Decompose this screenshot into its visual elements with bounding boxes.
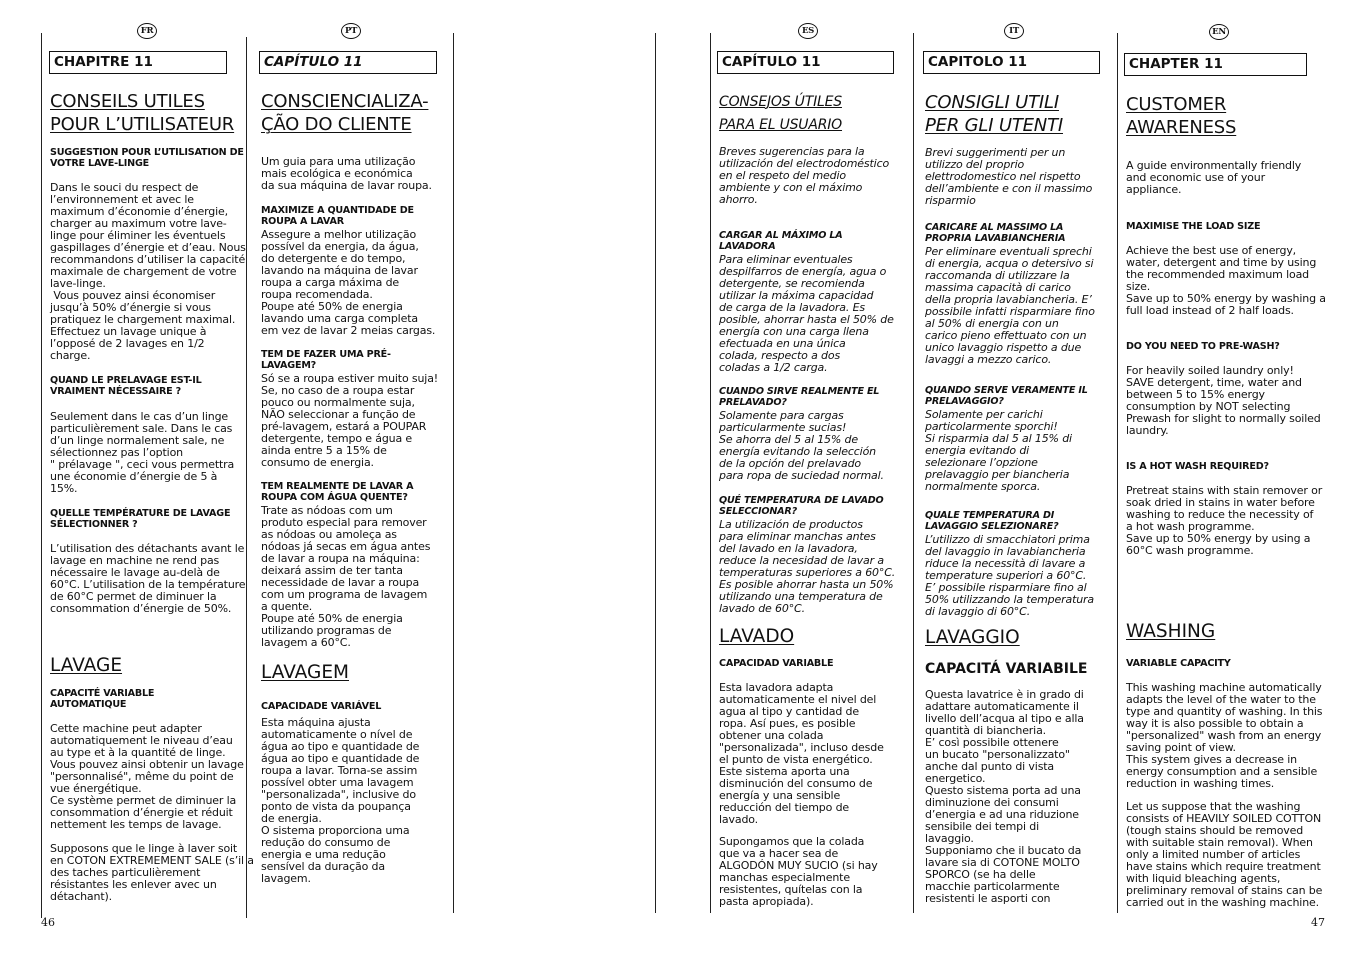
paragraph: A guide environmentally friendly and economic use of your appliance. xyxy=(1126,159,1302,196)
paragraph: Só se a roupa estiver muito suja! Se, no caso de a roupa estar pouco ou normalmente suja, NÃO seleccionar a função de pré-lavagem, estará a POUPAR detergente, tempo e água e ainda entre 5 a 15% de consumo de energia. xyxy=(261,372,439,469)
page-title: CONSIGLI UTILI PER GLI UTENTI xyxy=(925,92,1063,136)
section-heading: TEM REALMENTE DE LAVAR A ROUPA COM ÁGUA QUENTE? xyxy=(261,481,414,503)
paragraph: Questa lavatrice è in grado di adattare automaticamente il livello dell’acqua al tipo e alla quantità di biancheria. E’ così possibile ottenere un bucato "personalizzato" anche dal punto di vista energetico. Questo sistema porta ad una diminuzione dei consumi d’energia e ad una riduzione sensibile dei tempi di lavaggio. Supponiamo che il bucato da lavare sia di COTONE MOLTO SPORCO (se ha delle macchie particolarmente resistenti le asporti con xyxy=(925,688,1084,905)
paragraph: Breves sugerencias para la utilización del electrodoméstico en el respeto del medio ambiente y con el máximo ahorro. xyxy=(719,145,890,206)
paragraph: Trate as nódoas com um produto especial para remover as nódoas ou amoleça as nódoas já secas em água antes de lavar a roupa na máquina: deixará assim de ter tanta necessidade de lavar a roupa com um programa de lavagem a quente. Poupe até 50% de energia utilizando programas de lavagem a 60°C. xyxy=(261,504,431,649)
chapter-box: CHAPITRE 11 xyxy=(49,51,227,74)
page-subtitle: CONSEJOS ÚTILES xyxy=(719,94,842,110)
paragraph: This washing machine automatically adapts the level of the water to the type and quantity of washing. In this way it is also possible to obtain a "personalized" wash from an energy saving point of view. This system gives a decrease in energy consumption and a sensible reduction in washing times. xyxy=(1126,681,1323,790)
section-heading: CAPACIDAD VARIABLE xyxy=(719,658,834,669)
paragraph: Um guia para uma utilização mais ecológica e económica da sua máquina de lavar roupa. xyxy=(261,155,432,192)
section-title: LAVADO xyxy=(719,626,795,647)
paragraph: Dans le souci du respect de l’environnement et avec le maximum d’économie d’énergie, charger au maximum votre lave- linge pour éliminer les éventuels gaspillages d’énergie et d’eau. Nous recommandons d’utiliser la capacité maximale de chargement de votre lave-linge. Vous pouvez ainsi économiser jusqu’à 50% d’énergie si vous pratiquez le chargement maximal. Effectuez un lavage unique à l’opposé de 2 lavages en 1/2 charge. xyxy=(50,181,246,362)
chapter-box: CAPITOLO 11 xyxy=(923,51,1100,74)
paragraph: Brevi suggerimenti per un utilizzo del proprio elettrodomestico nel rispetto dell’ambiente e con il massimo risparmio xyxy=(925,146,1093,207)
paragraph: Seulement dans le cas d’un linge particulièrement sale. Dans le cas d’un linge normalement sale, ne sélectionnez pas l’option " prélavage ", ceci vous permettra une économie d’énergie de 5 à 15%. xyxy=(50,410,235,495)
language-badge-fr: FR xyxy=(137,23,157,39)
paragraph: L’utilisation des détachants avant le lavage en machine ne rend pas nécessaire le lavage au-delà de 60°C. L’utilisation de la température de 60°C permet de diminuer la consommation d’énergie de 50%. xyxy=(50,542,246,615)
section-title: LAVAGE xyxy=(50,655,123,676)
section-heading: DO YOU NEED TO PRE-WASH? xyxy=(1126,341,1280,352)
paragraph: Per eliminare eventuali sprechi di energia, acqua o detersivo si raccomanda di utilizzare la massima capacità di carico della propria lavabiancheria. E’ possibile infatti risparmiare fino al 50% di energia con un carico pieno effettuato con un unico lavaggio rispetto a due lavaggi a mezzo carico. xyxy=(925,245,1095,366)
section-heading: CARICARE AL MASSIMO LA PROPRIA LAVABIANCHERIA xyxy=(925,222,1066,244)
page-title: CONSEILS UTILES POUR L’UTILISATEUR xyxy=(50,91,235,135)
page-title: CONSCIENCIALIZA- ÇÃO DO CLIENTE xyxy=(261,91,429,135)
divider xyxy=(1117,33,1118,913)
chapter-box: CAPÍTULO 11 xyxy=(717,51,894,74)
paragraph: Solamente para cargas particularmente sucias! Se ahorra del 5 al 15% de energía evitando la selección de la opción del prelavado para ropa de suciedad normal. xyxy=(719,409,884,482)
section-title: LAVAGEM xyxy=(261,662,349,683)
section-heading: CAPACITÉ VARIABLE AUTOMATIQUE xyxy=(50,688,155,710)
section-title: WASHING xyxy=(1126,621,1216,642)
section-heading: IS A HOT WASH REQUIRED? xyxy=(1126,461,1269,472)
paragraph: Supongamos que la colada que va a hacer sea de ALGODÓN MUY SUCIO (si hay manchas especialmente resistentes, quítelas con la pasta apropiada). xyxy=(719,835,878,908)
section-heading: CAPACITÁ VARIABILE xyxy=(925,661,1088,677)
divider xyxy=(453,33,454,913)
paragraph: La utilización de productos para eliminar manchas antes del lavado en la lavadora, reduce la necesidad de lavar a temperaturas superiores a 60°C. Es posible ahorrar hasta un 50% utilizando una temperatura de lavado de 60°C. xyxy=(719,518,896,615)
divider xyxy=(655,33,656,913)
page-number: 47 xyxy=(1311,916,1325,929)
section-heading: QUELLE TEMPÉRATURE DE LAVAGE SÉLECTIONNER ? xyxy=(50,508,231,530)
paragraph: Esta lavadora adapta automaticamente el nivel del agua al tipo y cantidad de ropa. Así pues, es posible obtener una colada "personalizada", incluso desde el punto de vista energético. Este sistema aporta una disminución del consumo de energía y una sensible reducción del tiempo de lavado. xyxy=(719,681,884,826)
page-number: 46 xyxy=(41,916,55,929)
chapter-box: CAPÍTULO 11 xyxy=(259,51,437,74)
paragraph: Supposons que le linge à laver soit en COTON EXTREMEMENT SALE (s’il a des taches particulièrement résistantes les enlever avec un détachant). xyxy=(50,842,254,903)
divider xyxy=(913,33,914,913)
section-heading: CUANDO SIRVE REALMENTE EL PRELAVADO? xyxy=(719,386,880,408)
section-heading: QUAND LE PRELAVAGE EST-IL VRAIMENT NÉCESSAIRE ? xyxy=(50,375,202,397)
section-heading: VARIABLE CAPACITY xyxy=(1126,658,1231,669)
paragraph: Esta máquina ajusta automaticamente o nível de água ao tipo e quantidade de água ao tipo e quantidade de roupa a lavar. Torna-se assim possível obter uma lavagem "personalizada", inclusive do ponto de vista da poupança de energia. O sistema proporciona uma redução do consumo de energia e uma redução sensível da duração da lavagem. xyxy=(261,716,420,885)
section-heading: SUGGESTION POUR L’UTILISATION DE VOTRE LAVE-LINGE xyxy=(50,147,244,169)
section-heading: CAPACIDADE VARIÁVEL xyxy=(261,701,382,712)
divider xyxy=(41,33,42,918)
paragraph: Achieve the best use of energy, water, detergent and time by using the recommended maximum load size. Save up to 50% energy by washing a full load instead of 2 half loads. xyxy=(1126,244,1326,317)
section-heading: MAXIMIZE A QUANTIDADE DE ROUPA A LAVAR xyxy=(261,205,414,227)
divider xyxy=(710,33,711,913)
language-badge-pt: PT xyxy=(341,23,361,39)
paragraph: L’utilizzo di smacchiatori prima del lavaggio in lavabiancheria riduce la necessità di lavare a temperature superiori a 60°C. E’ possibile risparmiare fino al 50% utilizzando la temperatura di lavaggio di 60°C. xyxy=(925,533,1095,618)
paragraph: Cette machine peut adapter automatiquement le niveau d’eau au type et à la quantité de linge. Vous pouvez ainsi obtenir un lavage "personnalisé", même du point de vue énergétique. Ce système permet de diminuer la consommation d’énergie et réduit nettement les temps de lavage. xyxy=(50,722,244,831)
paragraph: Assegure a melhor utilização possível da energia, da água, do detergente e do tempo, lavando na máquina de lavar roupa a carga máxima de roupa recomendada. Poupe até 50% de energia lavando uma carga completa em vez de lavar 2 meias cargas. xyxy=(261,228,436,337)
section-heading: QUANDO SERVE VERAMENTE IL PRELAVAGGIO? xyxy=(925,385,1088,407)
paragraph: Para eliminar eventuales despilfarros de energía, agua o detergente, se recomienda utilizar la máxima capacidad de carga de la lavadora. Es posible, ahorrar hasta el 50% de energía con una carga llena efectuada en una única colada, respecto a dos coladas a 1/2 carga. xyxy=(719,253,894,374)
section-heading: QUÉ TEMPERATURA DE LAVADO SELECCIONAR? xyxy=(719,495,884,517)
section-heading: TEM DE FAZER UMA PRÉ- LAVAGEM? xyxy=(261,349,391,371)
page-subtitle: PARA EL USUARIO xyxy=(719,117,843,133)
divider xyxy=(246,37,247,918)
section-heading: MAXIMISE THE LOAD SIZE xyxy=(1126,221,1261,232)
language-badge-en: EN xyxy=(1209,24,1229,40)
paragraph: Let us suppose that the washing consists of HEAVILY SOILED COTTON (tough stains should be removed with suitable stain removal). When only a limited number of articles have stains which require treatment with liquid bleaching agents, preliminary removal of stains can be carried out in the washing machine. xyxy=(1126,800,1323,909)
paragraph: Pretreat stains with stain remover or soak dried in stains in water before washing to reduce the necessity of a hot wash programme. Save up to 50% energy by using a 60°C wash programme. xyxy=(1126,484,1323,557)
language-badge-it: IT xyxy=(1004,23,1024,39)
paragraph: For heavily soiled laundry only! SAVE detergent, time, water and between 5 to 15% energy consumption by NOT selecting Prewash for slight to normally soiled laundry. xyxy=(1126,364,1321,437)
page-title: CUSTOMER AWARENESS xyxy=(1126,94,1237,138)
section-title: LAVAGGIO xyxy=(925,627,1020,648)
chapter-box: CHAPTER 11 xyxy=(1124,53,1307,76)
language-badge-es: ES xyxy=(798,23,818,39)
paragraph: Solamente per carichi particolarmente sporchi! Si risparmia dal 5 al 15% di energia evitando di selezionare l’opzione prelavaggio per biancheria normalmente sporca. xyxy=(925,408,1072,493)
section-heading: CARGAR AL MÁXIMO LA LAVADORA xyxy=(719,230,843,252)
section-heading: QUALE TEMPERATURA DI LAVAGGIO SELEZIONARE? xyxy=(925,510,1059,532)
